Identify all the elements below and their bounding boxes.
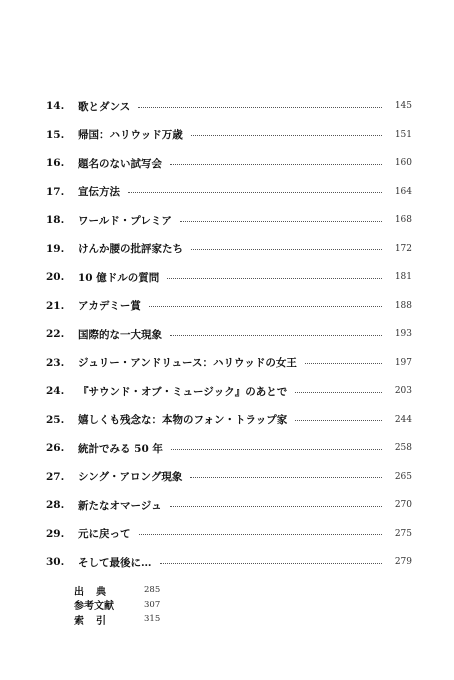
toc-entry[interactable]	[46, 206, 412, 235]
page-number: 164	[394, 186, 412, 197]
dot-leader	[191, 135, 382, 136]
toc-entry[interactable]	[46, 491, 412, 520]
page-number: 197	[394, 357, 412, 368]
dot-leader	[170, 335, 382, 336]
chapter-number: 22.	[46, 328, 65, 341]
chapter-title: シング・アロング現象	[78, 471, 183, 484]
toc-entry[interactable]	[46, 121, 412, 150]
chapter-number: 24.	[46, 385, 65, 398]
dot-leader	[295, 420, 382, 421]
page-number: 307	[144, 599, 161, 610]
page-number: 244	[394, 414, 412, 425]
dot-leader	[295, 392, 382, 393]
dot-leader	[138, 107, 382, 108]
chapter-title: そして最後に…	[78, 556, 152, 569]
chapter-title: ワールド・プレミア	[78, 214, 172, 227]
dot-leader	[139, 534, 383, 535]
dot-leader	[190, 477, 382, 478]
dot-leader	[128, 192, 382, 193]
dot-leader	[149, 306, 382, 307]
chapter-title: 嬉しくも残念な：本物のフォン・トラップ家	[78, 414, 288, 427]
chapter-title: 帰国：ハリウッド万歳	[78, 129, 183, 142]
page-number: 181	[394, 272, 412, 283]
toc-entry[interactable]	[46, 178, 412, 207]
page-number: 160	[394, 158, 412, 169]
toc-entry[interactable]	[46, 520, 412, 549]
chapter-title: アカデミー賞	[78, 300, 141, 313]
page-number: 258	[394, 443, 412, 454]
chapter-number: 27.	[46, 470, 65, 483]
page-number: 145	[394, 101, 412, 112]
chapter-title: ジュリー・アンドリュース：ハリウッドの女王	[78, 357, 297, 370]
toc-entry[interactable]	[46, 463, 412, 492]
chapter-title: 題名のない試写会	[78, 157, 162, 170]
chapter-title: けんか腰の批評家たち	[78, 243, 183, 256]
chapter-number: 18.	[46, 214, 65, 227]
chapter-title: 歌とダンス	[78, 100, 131, 113]
chapter-number: 20.	[46, 271, 65, 284]
chapter-number: 19.	[46, 242, 65, 255]
page-number: 168	[394, 215, 412, 226]
toc-entry[interactable]	[46, 349, 412, 378]
page-number: 151	[394, 129, 412, 140]
chapter-number: 28.	[46, 499, 65, 512]
back-matter-label: 索引	[74, 615, 118, 627]
chapter-number: 14.	[46, 100, 65, 113]
page-number: 265	[394, 471, 412, 482]
chapter-number: 21.	[46, 299, 65, 312]
back-matter-entry[interactable]	[74, 583, 160, 598]
page-number: 270	[394, 500, 412, 511]
chapter-number: 30.	[46, 556, 65, 569]
toc-entry[interactable]	[46, 235, 412, 264]
toc-entry[interactable]	[46, 320, 412, 349]
dot-leader	[170, 506, 382, 507]
toc-entry[interactable]	[46, 434, 412, 463]
chapter-title: 宣伝方法	[78, 186, 120, 199]
back-matter-entry[interactable]	[74, 598, 160, 613]
dot-leader	[160, 563, 383, 564]
toc-entry[interactable]	[46, 292, 412, 321]
page-number: 285	[144, 585, 161, 596]
chapter-title: 新たなオマージュ	[78, 499, 162, 512]
chapter-number: 29.	[46, 527, 65, 540]
toc-entry[interactable]	[46, 149, 412, 178]
dot-leader	[167, 278, 382, 279]
page-number: 315	[144, 614, 161, 625]
toc-entry[interactable]	[46, 548, 412, 577]
chapter-title: 統計でみる 50 年	[78, 442, 163, 455]
toc-entry[interactable]	[46, 263, 412, 292]
chapter-number: 16.	[46, 157, 65, 170]
chapter-number: 23.	[46, 356, 65, 369]
page-number: 203	[394, 386, 412, 397]
page-number: 193	[394, 329, 412, 340]
chapter-title: 国際的な一大現象	[78, 328, 162, 341]
dot-leader	[191, 249, 382, 250]
chapter-number: 17.	[46, 185, 65, 198]
back-matter-entry[interactable]	[74, 612, 160, 627]
back-matter-label: 出典	[74, 586, 118, 598]
page-number: 172	[394, 243, 412, 254]
page-number: 279	[394, 557, 412, 568]
dot-leader	[170, 164, 382, 165]
page-number: 275	[394, 528, 412, 539]
page-number: 188	[394, 300, 412, 311]
dot-leader	[180, 221, 382, 222]
back-matter-label: 参考文献	[74, 601, 114, 613]
toc-entry[interactable]	[46, 406, 412, 435]
chapter-number: 25.	[46, 413, 65, 426]
chapter-number: 26.	[46, 442, 65, 455]
chapter-title: 『サウンド・オブ・ミュージック』のあとで	[78, 385, 288, 398]
chapter-title: 元に戻って	[78, 528, 131, 541]
back-matter-list	[74, 583, 160, 627]
toc-entry[interactable]	[46, 377, 412, 406]
chapter-number: 15.	[46, 128, 65, 141]
table-of-contents	[46, 92, 412, 577]
chapter-title: 10 億ドルの質問	[78, 271, 160, 284]
toc-entry[interactable]	[46, 92, 412, 121]
dot-leader	[171, 449, 382, 450]
dot-leader	[305, 363, 382, 364]
